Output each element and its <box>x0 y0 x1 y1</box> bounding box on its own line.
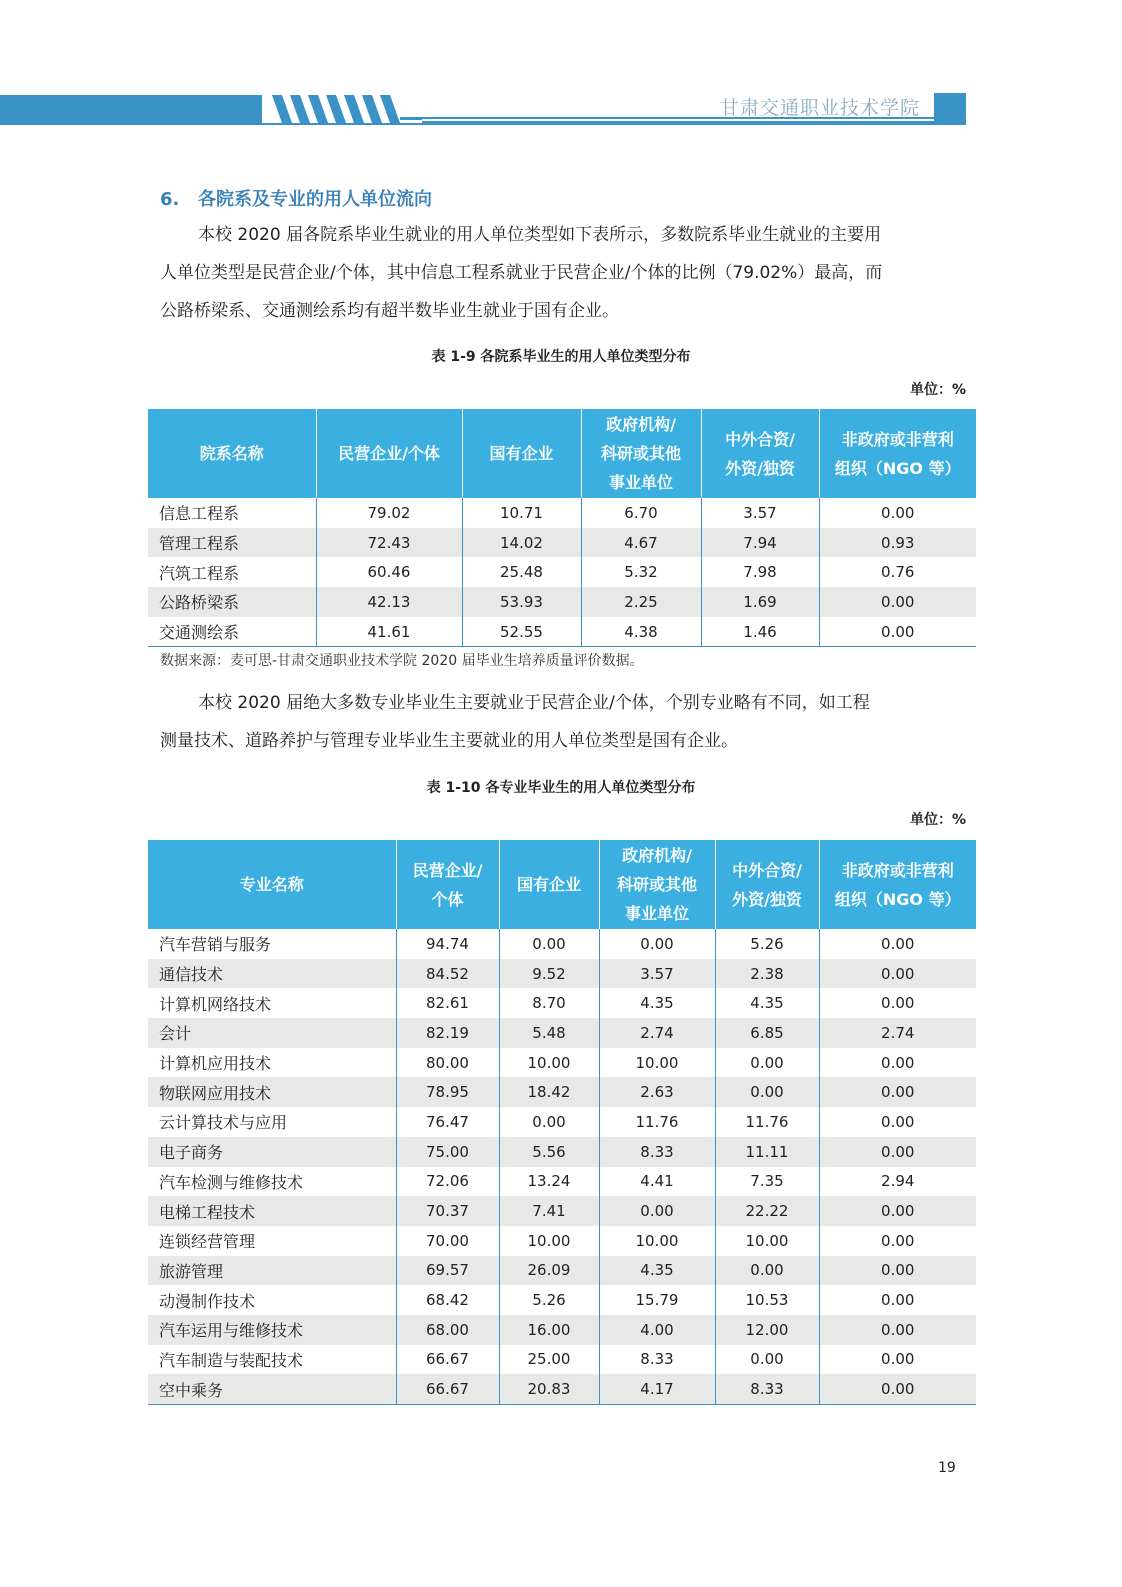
value-cell: 2.25 <box>581 587 701 617</box>
row-label-cell: 电子商务 <box>148 1137 396 1167</box>
column-header-line: 国有企业 <box>489 444 554 463</box>
value-cell: 79.02 <box>316 498 462 528</box>
column-header-line: 政府机构/ <box>622 846 692 865</box>
column-header <box>462 409 581 498</box>
row-label-cell: 电梯工程技术 <box>148 1196 396 1226</box>
column-header-line: 组织（NGO 等） <box>834 458 961 478</box>
value-cell: 0.00 <box>819 1315 976 1345</box>
value-cell: 0.00 <box>499 929 599 959</box>
value-cell: 12.00 <box>715 1315 819 1345</box>
value-cell: 76.47 <box>396 1107 499 1137</box>
table-row <box>148 528 976 558</box>
table-row <box>148 1167 976 1197</box>
value-cell: 13.24 <box>499 1167 599 1197</box>
row-label-cell: 汽筑工程系 <box>159 563 240 583</box>
row-label-cell: 汽车制造与装配技术 <box>159 1350 304 1370</box>
table-1-unit: 单位：% <box>909 382 966 398</box>
column-header-line: 外资/独资 <box>725 458 795 478</box>
value-cell: 8.33 <box>715 1374 819 1404</box>
value-cell: 11.76 <box>715 1107 819 1137</box>
value-cell: 5.32 <box>581 557 701 587</box>
header-stripes-decoration <box>262 95 422 123</box>
value-cell: 0.00 <box>819 988 976 1018</box>
table-row <box>148 1048 976 1078</box>
column-header <box>148 840 396 929</box>
value-cell: 14.02 <box>462 528 581 558</box>
table-row <box>148 1196 976 1226</box>
row-label-cell: 管理工程系 <box>148 528 316 558</box>
value-cell: 10.71 <box>462 498 581 528</box>
value-cell: 0.00 <box>819 617 976 647</box>
column-header <box>715 840 819 929</box>
value-cell: 25.00 <box>499 1345 599 1375</box>
value-cell: 1.69 <box>701 587 819 617</box>
paragraph-line: 本校 2020 届绝大多数专业毕业生主要就业于民营企业/个体，个别专业略有不同，如工程 <box>198 693 870 713</box>
column-header <box>148 409 316 498</box>
row-label-cell: 汽车运用与维修技术 <box>148 1315 396 1345</box>
value-cell: 2.94 <box>819 1167 976 1197</box>
value-cell: 5.48 <box>499 1018 599 1048</box>
value-cell: 18.42 <box>499 1077 599 1107</box>
table-row <box>148 498 976 528</box>
value-cell: 52.55 <box>462 617 581 647</box>
row-label-cell: 动漫制作技术 <box>159 1291 256 1311</box>
row-label-cell: 公路桥梁系 <box>148 587 316 617</box>
value-cell: 7.98 <box>701 557 819 587</box>
value-cell: 82.61 <box>396 988 499 1018</box>
table-row <box>148 1107 976 1137</box>
value-cell: 5.56 <box>499 1137 599 1167</box>
value-cell: 7.35 <box>715 1167 819 1197</box>
value-cell: 11.76 <box>599 1107 715 1137</box>
row-label-cell: 汽车营销与服务 <box>159 935 272 955</box>
column-header <box>396 840 499 929</box>
value-cell: 0.93 <box>819 528 976 558</box>
value-cell: 8.33 <box>599 1345 715 1375</box>
value-cell: 0.00 <box>819 498 976 528</box>
table-row <box>148 617 976 647</box>
column-header-line: 事业单位 <box>608 473 673 492</box>
value-cell: 0.00 <box>819 1374 976 1404</box>
value-cell: 0.00 <box>715 1077 819 1107</box>
value-cell: 4.17 <box>599 1374 715 1404</box>
row-label-cell: 信息工程系 <box>159 504 240 524</box>
value-cell: 8.70 <box>499 988 599 1018</box>
column-header <box>599 840 715 929</box>
row-label-cell: 旅游管理 <box>148 1256 396 1286</box>
column-header-line: 院系名称 <box>199 444 264 463</box>
table-row <box>148 1345 976 1375</box>
value-cell: 0.00 <box>599 1196 715 1226</box>
value-cell: 10.00 <box>599 1048 715 1078</box>
column-header-line: 组织（NGO 等） <box>834 889 961 909</box>
column-header-line: 科研或其他 <box>600 444 681 463</box>
value-cell: 0.00 <box>819 1285 976 1315</box>
paragraph-line: 人单位类型是民营企业/个体，其中信息工程系就业于民营企业/个体的比例（79.02%）最高，而 <box>160 263 883 283</box>
value-cell: 9.52 <box>499 959 599 989</box>
value-cell: 0.00 <box>715 1345 819 1375</box>
value-cell: 41.61 <box>316 617 462 647</box>
column-header-line: 非政府或非营利 <box>841 860 954 880</box>
row-label-cell: 计算机网络技术 <box>159 994 272 1014</box>
value-cell: 0.00 <box>599 929 715 959</box>
value-cell: 1.46 <box>701 617 819 647</box>
table-row <box>148 557 976 587</box>
paragraph-line: 公路桥梁系、交通测绘系均有超半数毕业生就业于国有企业。 <box>160 301 619 321</box>
paragraph-2 <box>160 684 970 760</box>
value-cell: 0.00 <box>819 587 976 617</box>
value-cell: 15.79 <box>599 1285 715 1315</box>
value-cell: 75.00 <box>396 1137 499 1167</box>
column-header <box>581 409 701 498</box>
table-2 <box>148 840 976 1405</box>
section-title-text: 各院系及专业的用人单位流向 <box>198 189 432 210</box>
value-cell: 5.26 <box>715 929 819 959</box>
value-cell: 0.00 <box>819 1077 976 1107</box>
value-cell: 0.00 <box>715 1256 819 1286</box>
column-header-line: 外资/独资 <box>732 889 802 909</box>
section-title <box>160 185 432 211</box>
table-1-caption: 表 1-9 各院系毕业生的用人单位类型分布 <box>431 349 691 365</box>
column-header <box>499 840 599 929</box>
value-cell: 2.63 <box>599 1077 715 1107</box>
column-header-line: 科研或其他 <box>616 875 697 894</box>
column-header-line: 政府机构/ <box>606 415 676 434</box>
section-number: 6. <box>160 189 180 210</box>
value-cell: 0.00 <box>819 1196 976 1226</box>
paragraph-1 <box>160 216 970 330</box>
value-cell: 8.33 <box>599 1137 715 1167</box>
table-header-row <box>148 409 976 498</box>
column-header-line: 民营企业/ <box>412 860 483 880</box>
value-cell: 94.74 <box>396 929 499 959</box>
value-cell: 0.00 <box>819 1345 976 1375</box>
value-cell: 10.00 <box>499 1048 599 1078</box>
value-cell: 0.00 <box>499 1107 599 1137</box>
value-cell: 0.00 <box>819 1256 976 1286</box>
value-cell: 25.48 <box>462 557 581 587</box>
value-cell: 16.00 <box>499 1315 599 1345</box>
column-header-line: 中外合资/ <box>725 429 795 449</box>
table-row <box>148 1256 976 1286</box>
table-row <box>148 929 976 959</box>
table-row <box>148 1137 976 1167</box>
column-header-line: 事业单位 <box>624 904 689 923</box>
value-cell: 4.67 <box>581 528 701 558</box>
value-cell: 11.11 <box>715 1137 819 1167</box>
value-cell: 0.00 <box>819 1226 976 1256</box>
table-row <box>148 1285 976 1315</box>
value-cell: 82.19 <box>396 1018 499 1048</box>
value-cell: 70.37 <box>396 1196 499 1226</box>
value-cell: 7.94 <box>701 528 819 558</box>
table-1 <box>148 409 976 647</box>
table-row <box>148 1226 976 1256</box>
row-label-cell: 空中乘务 <box>148 1374 396 1404</box>
value-cell: 69.57 <box>396 1256 499 1286</box>
table-2-unit: 单位：% <box>909 812 966 828</box>
table-row <box>148 959 976 989</box>
value-cell: 0.00 <box>819 929 976 959</box>
value-cell: 42.13 <box>316 587 462 617</box>
column-header-line: 个体 <box>431 889 464 909</box>
value-cell: 10.00 <box>599 1226 715 1256</box>
value-cell: 0.00 <box>819 1137 976 1167</box>
value-cell: 2.38 <box>715 959 819 989</box>
column-header <box>316 409 462 498</box>
column-header-line: 专业名称 <box>239 875 304 894</box>
header-end-block <box>934 93 966 125</box>
value-cell: 60.46 <box>316 557 462 587</box>
table-1-source: 数据来源：麦可思-甘肃交通职业技术学院 2020 届毕业生培养质量评价数据。 <box>160 653 644 669</box>
value-cell: 80.00 <box>396 1048 499 1078</box>
value-cell: 2.74 <box>599 1018 715 1048</box>
value-cell: 22.22 <box>715 1196 819 1226</box>
value-cell: 5.26 <box>499 1285 599 1315</box>
column-header-line: 非政府或非营利 <box>841 429 954 449</box>
row-label-cell: 会计 <box>148 1018 396 1048</box>
value-cell: 4.35 <box>599 1256 715 1286</box>
value-cell: 0.76 <box>819 557 976 587</box>
table-row <box>148 587 976 617</box>
value-cell: 72.06 <box>396 1167 499 1197</box>
value-cell: 3.57 <box>701 498 819 528</box>
row-label-cell: 物联网应用技术 <box>148 1077 396 1107</box>
value-cell: 0.00 <box>819 959 976 989</box>
table-row <box>148 1018 976 1048</box>
value-cell: 84.52 <box>396 959 499 989</box>
table-2-caption: 表 1-10 各专业毕业生的用人单位类型分布 <box>426 780 696 796</box>
value-cell: 0.00 <box>819 1048 976 1078</box>
value-cell: 66.67 <box>396 1374 499 1404</box>
value-cell: 4.35 <box>715 988 819 1018</box>
column-header <box>819 409 976 498</box>
value-cell: 6.70 <box>581 498 701 528</box>
value-cell: 66.67 <box>396 1345 499 1375</box>
value-cell: 4.41 <box>599 1167 715 1197</box>
value-cell: 10.53 <box>715 1285 819 1315</box>
table-row <box>148 988 976 1018</box>
column-header-line: 民营企业/个体 <box>338 444 440 463</box>
value-cell: 26.09 <box>499 1256 599 1286</box>
value-cell: 4.00 <box>599 1315 715 1345</box>
header-school-name: 甘肃交通职业技术学院 <box>719 97 920 119</box>
row-label-cell: 通信技术 <box>148 959 396 989</box>
column-header <box>701 409 819 498</box>
value-cell: 68.42 <box>396 1285 499 1315</box>
table-row <box>148 1077 976 1107</box>
value-cell: 68.00 <box>396 1315 499 1345</box>
value-cell: 20.83 <box>499 1374 599 1404</box>
value-cell: 7.41 <box>499 1196 599 1226</box>
column-header-line: 国有企业 <box>516 875 581 894</box>
value-cell: 2.74 <box>819 1018 976 1048</box>
row-label-cell: 交通测绘系 <box>148 617 316 647</box>
value-cell: 4.38 <box>581 617 701 647</box>
row-label-cell: 连锁经营管理 <box>159 1232 256 1252</box>
row-label-cell: 云计算技术与应用 <box>159 1113 288 1133</box>
value-cell: 53.93 <box>462 587 581 617</box>
value-cell: 3.57 <box>599 959 715 989</box>
table-header-row <box>148 840 976 929</box>
value-cell: 10.00 <box>715 1226 819 1256</box>
value-cell: 70.00 <box>396 1226 499 1256</box>
table-row <box>148 1374 976 1404</box>
value-cell: 0.00 <box>819 1107 976 1137</box>
column-header-line: 中外合资/ <box>732 860 802 880</box>
value-cell: 10.00 <box>499 1226 599 1256</box>
page-number: 19 <box>938 1460 956 1476</box>
value-cell: 4.35 <box>599 988 715 1018</box>
paragraph-line: 本校 2020 届各院系毕业生就业的用人单位类型如下表所示，多数院系毕业生就业的主要用 <box>198 225 882 245</box>
paragraph-line: 测量技术、道路养护与管理专业毕业生主要就业的用人单位类型是国有企业。 <box>160 731 738 751</box>
value-cell: 6.85 <box>715 1018 819 1048</box>
value-cell: 0.00 <box>715 1048 819 1078</box>
value-cell: 72.43 <box>316 528 462 558</box>
table-row <box>148 1315 976 1345</box>
column-header <box>819 840 976 929</box>
row-label-cell: 计算机应用技术 <box>159 1054 272 1074</box>
value-cell: 78.95 <box>396 1077 499 1107</box>
row-label-cell: 汽车检测与维修技术 <box>159 1172 304 1192</box>
